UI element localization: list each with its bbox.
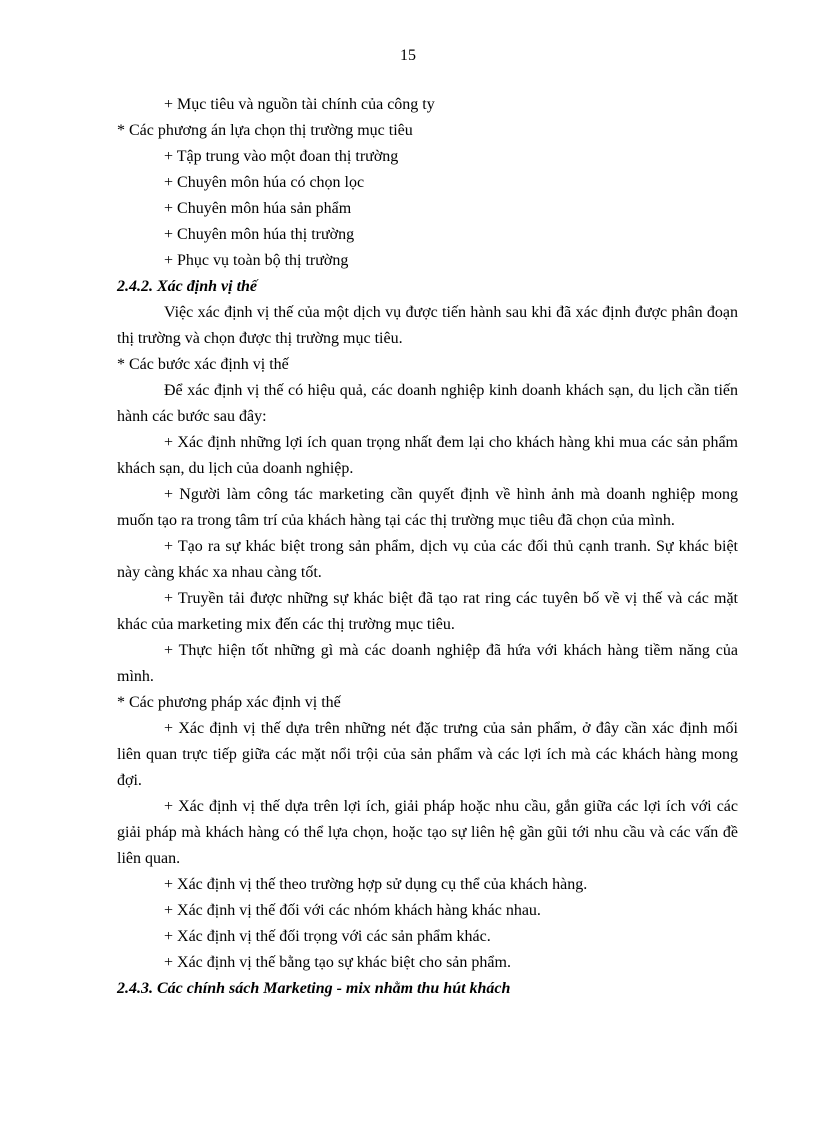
bullet-selective-specialization: + Chuyên môn húa có chọn lọc [164,174,365,191]
method-usage-case: + Xác định vị thế theo trường hợp sử dụng cụ thể của khách hàng. [164,876,588,893]
step-communicate-difference: + Truyền tải được những sự khác biệt đã tạo rat ring các tuyên bố về vị thế và các mặt khác của marketing mix đến các thị trường mục tiêu. [117,590,738,633]
positioning-steps-heading: * Các bước xác định vị thế [117,356,289,373]
paragraph-positioning-steps: Để xác định vị thế có hiệu quả, các doanh nghiệp kinh doanh khách sạn, du lịch cần tiến hành các bước sau đây: [117,382,738,425]
method-competitor-products: + Xác định vị thế đối trọng với các sản phẩm khác. [164,928,491,945]
section-heading-2-4-3: 2.4.3. Các chính sách Marketing - mix nhằm thu hút khách [117,980,511,997]
page-number: 15 [400,47,416,64]
step-identify-benefits: + Xác định những lợi ích quan trọng nhất đem lại cho khách hàng khi mua các sản phẩm khách sạn, du lịch của doanh nghiệp. [117,434,738,477]
step-create-difference: + Tạo ra sự khác biệt trong sản phẩm, dịch vụ của các đối thủ cạnh tranh. Sự khác biệt này càng khác xa nhau càng tốt. [117,538,738,581]
page-content [117,92,738,1002]
step-deliver-promises: + Thực hiện tốt những gì mà các doanh nghiệp đã hứa với khách hàng tiềm năng của mình. [117,642,738,685]
method-benefits-solutions: + Xác định vị thế dựa trên lợi ích, giải pháp hoặc nhu cầu, gắn giữa các lợi ích với các giải pháp mà khách hàng có thể lựa chọn, hoặc tạo sự liên hệ gần gũi tới nhu cầu và các vấn đề liên quan. [117,798,738,867]
paragraph-positioning-intro: Việc xác định vị thế của một dịch vụ được tiến hành sau khi đã xác định được phân đoạn thị trường và chọn được thị trường mục tiêu. [117,304,738,347]
bullet-single-segment: + Tập trung vào một đoan thị trường [164,148,399,165]
step-decide-image: + Người làm công tác marketing cần quyết định về hình ảnh mà doanh nghiệp mong muốn tạo ra trong tâm trí của khách hàng tại các thị trường mục tiêu đã chọn của mình. [117,486,738,529]
bullet-financial-goals: + Mục tiêu và nguồn tài chính của công ty [164,96,435,113]
method-customer-groups: + Xác định vị thế đối với các nhóm khách hàng khác nhau. [164,902,541,919]
bullet-product-specialization: + Chuyên môn húa sản phẩm [164,200,352,217]
method-product-features: + Xác định vị thế dựa trên những nét đặc trưng của sản phẩm, ở đây cần xác định mối liên quan trực tiếp giữa các mặt nổi trội của sản phẩm và các lợi ích mà các khách hàng mong đợi. [117,720,738,789]
method-product-differentiation: + Xác định vị thế bằng tạo sự khác biệt cho sản phẩm. [164,954,511,971]
positioning-methods-heading: * Các phương pháp xác định vị thế [117,694,341,711]
section-heading-2-4-2: 2.4.2. Xác định vị thế [117,278,258,295]
bullet-market-specialization: + Chuyên môn húa thị trường [164,226,355,243]
bullet-full-market-coverage: + Phục vụ toàn bộ thị trường [164,252,349,269]
target-market-options-heading: * Các phương án lựa chọn thị trường mục tiêu [117,122,413,139]
